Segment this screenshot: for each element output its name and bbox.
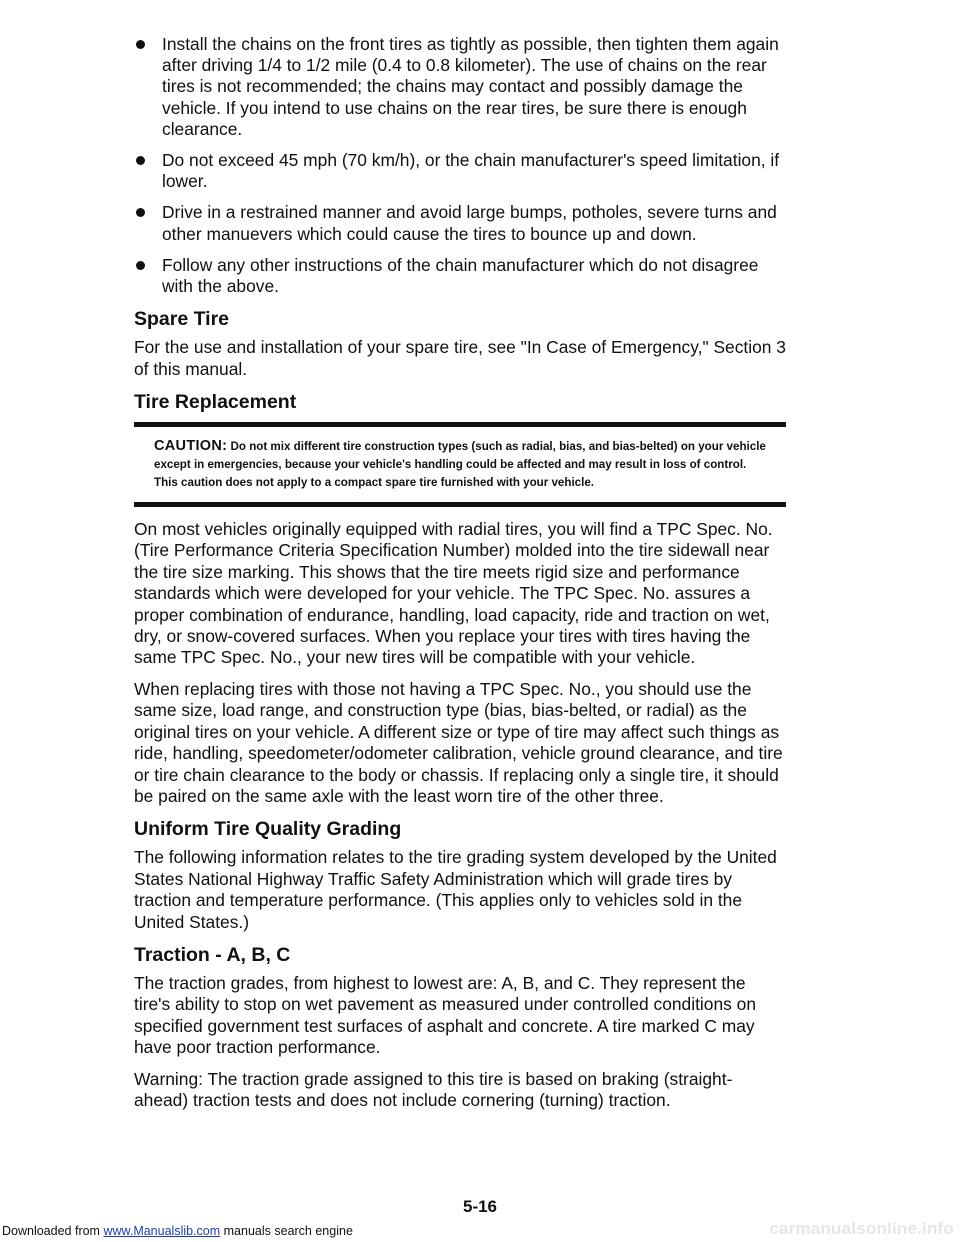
traction-warning: Warning: The traction grade assigned to this tire is based on braking (straight-ahead) traction tests and does not include cornering (turning) traction. xyxy=(134,1068,733,1110)
traction-paragraph: The traction grades, from highest to lowest are: A, B, and C. They represent the tire's ability to stop on wet pavement as measured under controlled conditions on specified government test surfaces of asphalt and concrete. A tire marked C may have poor traction performance. xyxy=(134,972,757,1058)
caution-paragraph xyxy=(154,437,772,492)
caution-box xyxy=(134,422,786,507)
traction-heading: Traction - A, B, C xyxy=(134,943,291,966)
replacement-paragraph: When replacing tires with those not having a TPC Spec. No., you should use the same size, load range, and construction type (bias, bias-belted, or radial) as the original tires on your vehicle. A different size or type of tire may affect such things as ride, handling, speedometer/odometer calibration, vehicle ground clearance, and tire or tire chain clearance to the body or chassis. If replacing only a single tire, it should be paired on the same axle with the least worn tire of the other three. xyxy=(134,678,783,806)
spare-tire-text: For the use and installation of your spare tire, see "In Case of Emergency," Section 3 of this manual. xyxy=(134,337,786,379)
utqg-heading: Uniform Tire Quality Grading xyxy=(134,818,402,841)
list-item: Follow any other instructions of the chain manufacturer which do not disagree with the above. xyxy=(134,255,786,297)
list-item: Drive in a restrained manner and avoid large bumps, potholes, severe turns and other manuevers which could cause the tires to bounce up and down. xyxy=(134,202,786,244)
footer-suffix: manuals search engine xyxy=(220,1224,353,1238)
chain-instructions-list xyxy=(134,34,786,297)
caution-label: CAUTION: xyxy=(154,438,228,455)
caution-text: Do not mix different tire construction types (such as radial, bias, and bias-belted) on your vehicle except in emergencies, because your vehicle's handling could be affected and may result in loss of control. This caution does not apply to a compact spare tire furnished with your vehicle. xyxy=(154,440,766,490)
footer-prefix: Downloaded from xyxy=(2,1224,104,1238)
page-content xyxy=(134,34,786,1121)
download-footer xyxy=(2,1224,353,1238)
watermark: carmanualsonline.info xyxy=(769,1219,954,1238)
list-item: Do not exceed 45 mph (70 km/h), or the chain manufacturer's speed limitation, if lower. xyxy=(134,150,786,192)
list-item: Install the chains on the front tires as tightly as possible, then tighten them again after driving 1/4 to 1/2 mile (0.4 to 0.8 kilometer). The use of chains on the rear tires is not recommended; the chains may contact and possibly damage the vehicle. If you intend to use chains on the rear tires, be sure there is enough clearance. xyxy=(134,34,786,140)
tpc-paragraph: On most vehicles originally equipped with radial tires, you will find a TPC Spec. No. (Tire Performance Criteria Specification Number) molded into the tire sidewall near the tire size marking. This shows that the tire meets rigid size and performance standards which were developed for your vehicle. The TPC Spec. No. assures a proper combination of endurance, handling, load capacity, ride and traction on wet, dry, or snow-covered surfaces. When you replace your tires with tires having the same TPC Spec. No., your new tires will be compatible with your vehicle. xyxy=(134,519,773,668)
tire-replacement-heading: Tire Replacement xyxy=(134,391,297,414)
page-number: 5-16 xyxy=(462,1197,498,1216)
spare-tire-heading: Spare Tire xyxy=(134,308,230,331)
manualslib-link[interactable]: www.Manualslib.com xyxy=(103,1224,221,1238)
utqg-text: The following information relates to the tire grading system developed by the United States National Highway Traffic Safety Administration which will grade tires by traction and temperature performance. (This applies only to vehicles sold in the United States.) xyxy=(134,847,777,932)
